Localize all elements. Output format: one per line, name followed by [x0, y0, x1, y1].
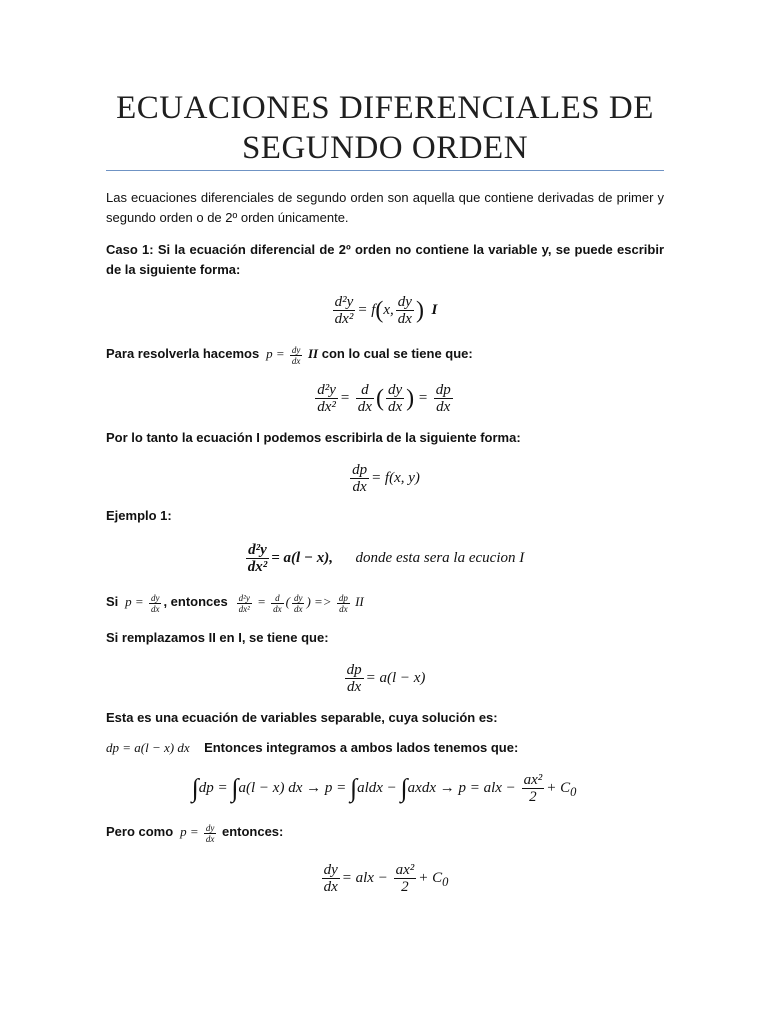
si-text: Si	[106, 594, 119, 609]
equation-II-label: II	[308, 346, 319, 361]
entonces2-text: entonces:	[221, 824, 284, 839]
equation-I: $\frac{\text{d²y}}{\text{dx²}}$ = f(x, $\frac{dy}{dx}$ ) I	[334, 294, 438, 327]
equation-dp-dx-a: $\frac{dp}{dx}$ = a(l − x)	[346, 662, 426, 695]
para-si-entonces: Si p = $\frac{dy}{dx}$ , entonces $\frac{\text{d²y}}{\text{dx²}}$ = $\frac{d}{dx}$ ( $\frac{dy}{dx}$ ) => $\frac{dp}{dx}$ II	[106, 592, 364, 614]
para-pero-como: Pero como p = $\frac{dy}{dx}$ entonces:	[106, 822, 284, 844]
equation-second-derivative: $\frac{\text{d²y}}{\text{dx²}}$ = $\frac{d}{dx}$ ( $\frac{dy}{dx}$ ) = $\frac{dp}{dx}$	[317, 382, 451, 415]
entonces-integramos-text: Entonces integramos a ambos lados tenemos que:	[204, 740, 519, 755]
equation-dp-dx: $\frac{dp}{dx}$ = f(x, y)	[352, 462, 420, 495]
equation-final: $\frac{dy}{dx}$ = alx − $\frac{\text{ax²}}{2}$ + $C_0$	[323, 862, 449, 895]
equation-ejemplo1: $\frac{\text{d²y}}{\text{dx²}}$ = a(l − x), donde esta sera la ecucion I	[247, 542, 525, 575]
pero-como-text: Pero como	[106, 824, 174, 839]
intro-paragraph: Las ecuaciones diferenciales de segundo orden son aquella que contiene derivadas de primer y segundo orden o de 2º orden únicamente.	[106, 190, 664, 225]
para-si-remplazamos: Si remplazamos II en I, se tiene que:	[106, 630, 329, 645]
para-por-lo-tanto: Por lo tanto la ecuación I podemos escribirla de la siguiente forma:	[106, 430, 521, 445]
para-resolverla: Para resolverla hacemos p = $\frac{dy}{dx}$ II con lo cual se tiene que:	[106, 344, 473, 366]
entonces-text: , entonces	[163, 594, 228, 609]
para-resolverla-text: Para resolverla hacemos	[106, 346, 260, 361]
caso1-label: Caso 1:	[106, 242, 154, 257]
con-lo-cual-text: con lo cual se tiene que:	[321, 346, 473, 361]
page-title	[106, 88, 664, 168]
donde-esta-text: donde esta sera la ecucion I	[355, 549, 525, 566]
para-dp-entonces: dp = a(l − x) dx Entonces integramos a ambos lados tenemos que:	[106, 740, 519, 755]
para-esta-es: Esta es una ecuación de variables separable, cuya solución es:	[106, 710, 498, 725]
si-II-label: II	[355, 594, 364, 609]
title-line-1: ECUACIONES DIFERENCIALES DE	[116, 90, 654, 126]
title-divider	[106, 170, 664, 171]
caso1-text: Si la ecuación diferencial de 2º orden no contiene la variable y, se puede escribir de la siguiente forma:	[106, 242, 665, 277]
equation-I-label: I	[431, 301, 438, 318]
title-line-2: SEGUNDO ORDEN	[241, 130, 529, 166]
caso1-paragraph	[106, 240, 664, 280]
ejemplo1-heading: Ejemplo 1:	[106, 508, 172, 523]
equation-integration: ∫dp = ∫a(l − x) dx → p = ∫aldx − ∫axdx → p = alx − $\frac{\text{ax²}}{2}$ + $C_0$	[191, 772, 577, 805]
